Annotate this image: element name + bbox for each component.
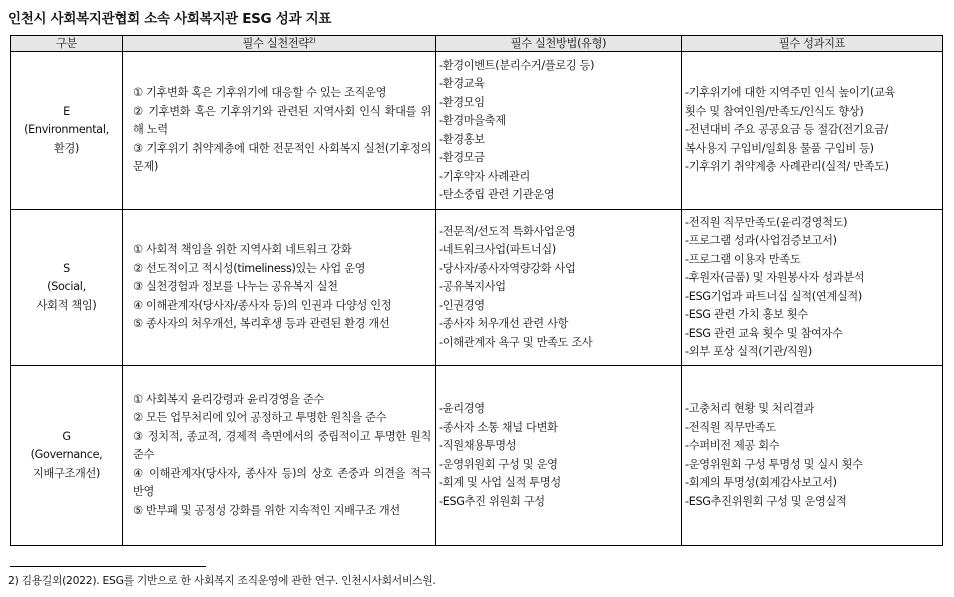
strategy-item: ④ 이해관계자(당사자, 종사자 등)의 상호 존중과 의견을 적극 반영	[133, 466, 431, 499]
method-item: -윤리경영	[439, 402, 485, 415]
method-item: -이해관계자 욕구 및 만족도 조사	[439, 335, 593, 349]
method-item: -환경모임	[439, 95, 485, 109]
category-name-ko: 환경)	[53, 141, 80, 155]
header-method: 필수 실천방법(유형)	[436, 36, 682, 52]
method-cell	[436, 210, 682, 366]
category-cell	[11, 366, 123, 546]
row-environmental	[11, 52, 943, 210]
method-item: -환경모금	[439, 151, 485, 164]
method-cell	[436, 52, 682, 210]
strategy-cell	[123, 366, 436, 546]
indicator-item: -ESG추진위원회 구성 및 운영실적	[685, 494, 847, 508]
method-item: -ESG추진 위원회 구성	[439, 494, 545, 508]
strategy-item: ④ 이해관계자(당사자/종사자 등)의 인권과 다양성 인정	[133, 298, 392, 312]
category-code: S	[63, 261, 70, 275]
header-strategy	[123, 36, 436, 52]
strategy-cell	[123, 52, 436, 210]
strategy-item: ① 사회복지 윤리강령과 윤리경영을 준수	[133, 392, 324, 406]
footnote-divider	[10, 566, 206, 567]
row-governance	[11, 366, 943, 546]
indicator-item: -ESG 관련 가치 홍보 횟수	[685, 308, 808, 321]
strategy-item: ① 사회적 책임을 위한 지역사회 네트워크 강화	[133, 243, 352, 257]
footnote: 2) 김용길외(2022). ESG를 기반으로 한 사회복지 조직운영에 관한 연구. 인천시사회서비스원.	[8, 574, 436, 587]
indicator-item: -고충처리 현황 및 처리결과	[685, 402, 815, 415]
indicator-item: 횟수 및 참여인원/만족도/인식도 향상)	[685, 104, 864, 118]
method-item: -공유복지사업	[439, 280, 506, 294]
indicator-item: -ESG 관련 교육 횟수 및 참여자수	[685, 326, 843, 340]
indicator-item: -회계의 투명성(회계감사보고서)	[685, 476, 837, 489]
indicator-cell	[682, 52, 943, 210]
indicator-item: -기후위기 취약계층 사례관리(실적/ 만족도)	[685, 160, 889, 174]
method-item: -환경마을축제	[439, 114, 506, 127]
indicator-item: -전직원 직무만족도(윤리경영척도)	[685, 215, 848, 229]
row-social	[11, 210, 943, 366]
category-name-en: (Governance,	[30, 448, 103, 462]
method-item: -전문적/선도적 특화사업운영	[439, 224, 576, 238]
strategy-cell	[123, 210, 436, 366]
category-code: G	[62, 429, 71, 443]
indicator-item: -프로그램 성과(사업검증보고서)	[685, 234, 837, 247]
strategy-item: ③ 실천경험과 정보를 나누는 공유복지 실천	[133, 280, 338, 294]
esg-indicator-table	[10, 35, 943, 546]
method-item: -인권경영	[439, 298, 485, 312]
method-item: -기후약자 사례관리	[439, 169, 531, 183]
strategy-item: ② 모든 업무처리에 있어 공정하고 투명한 원칙을 준수	[133, 411, 387, 425]
indicator-item: -프로그램 이용자 만족도	[685, 252, 801, 266]
indicator-item: 복사용지 구입비/일회용 물품 구입비 등)	[685, 141, 874, 155]
header-category: 구분	[11, 36, 123, 52]
method-cell	[436, 366, 682, 546]
strategy-item: ② 기후변화 혹은 기후위기와 관련된 지역사회 인식 확대를 위해 노력	[133, 104, 431, 137]
method-item: -환경교육	[439, 77, 485, 90]
strategy-item: ⑤ 종사자의 처우개선, 복리후생 등과 관련된 환경 개선	[133, 317, 390, 331]
indicator-item: -기후위기에 대한 지역주민 인식 높이기(교육	[685, 86, 895, 100]
method-item: -환경홍보	[439, 132, 485, 146]
category-cell	[11, 52, 123, 210]
header-indicator: 필수 성과지표	[682, 36, 943, 52]
indicator-item: -전년대비 주요 공공요금 등 절감(전기요금/	[685, 123, 888, 137]
indicator-item: -후원자(금품) 및 자원봉사자 성과분석	[685, 271, 865, 284]
method-item: -종사자 처우개선 관련 사항	[439, 317, 569, 331]
footnote-ref: 2)	[308, 35, 316, 44]
category-code: E	[63, 104, 70, 118]
method-item: -환경이벤트(분리수거/플로깅 등)	[439, 58, 595, 72]
method-item: -회계 및 사업 실적 투명성	[439, 476, 561, 489]
indicator-item: -외부 포상 실적(기관/직원)	[685, 345, 812, 358]
strategy-item: ③ 정치적, 종교적, 경제적 측면에서의 중립적이고 투명한 원칙 준수	[133, 429, 431, 462]
indicator-item: -수퍼비전 제공 회수	[685, 439, 780, 452]
method-item: -당사자/종사자역량강화 사업	[439, 261, 576, 275]
header-strategy-label: 필수 실천전략	[242, 36, 309, 50]
category-cell	[11, 210, 123, 366]
header-row	[11, 36, 943, 52]
method-item: -종사자 소통 채널 다변화	[439, 420, 558, 434]
strategy-item: ③ 기후위기 취약계층에 대한 전문적인 사회복지 실천(기후정의 문제)	[133, 141, 431, 174]
category-name-ko: 지배구조개선)	[32, 466, 101, 480]
strategy-item: ② 선도적이고 적시성(timeliness)있는 사업 운영	[133, 261, 366, 275]
strategy-item: ① 기후변화 혹은 기후위기에 대응할 수 있는 조직운영	[133, 86, 387, 100]
indicator-item: -운영위원회 구성 투명성 및 실시 횟수	[685, 457, 863, 471]
indicator-item: -ESG기업과 파트너십 실적(연계실적)	[685, 289, 862, 303]
method-item: -운영위원회 구성 및 운영	[439, 457, 558, 471]
method-item: -탄소중립 관련 기관운영	[439, 188, 555, 201]
category-name-ko: 사회적 책임)	[36, 298, 97, 312]
indicator-cell	[682, 366, 943, 546]
category-name-en: (Environmental,	[24, 123, 109, 137]
method-item: -직원채용투명성	[439, 439, 517, 452]
page-title: 인천시 사회복지관협회 소속 사회복지관 ESG 성과 지표	[8, 11, 332, 27]
indicator-cell	[682, 210, 943, 366]
indicator-item: -전직원 직무만족도	[685, 420, 777, 434]
category-name-en: (Social,	[47, 280, 86, 294]
strategy-item: ⑤ 반부패 및 공정성 강화를 위한 지속적인 지배구조 개선	[133, 503, 400, 517]
method-item: -네트워크사업(파트너십)	[439, 243, 556, 257]
